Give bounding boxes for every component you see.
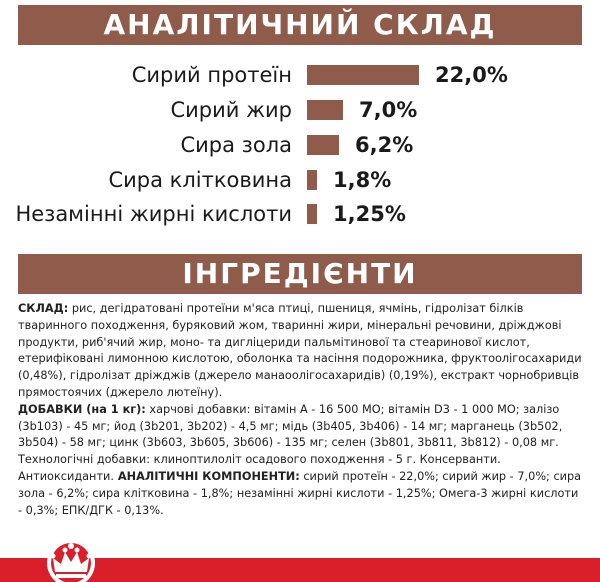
additives-text: харчові добавки: вітамін А - 16 500 МО; вітамін D3 - 1 000 МО; залізо (3b103) - 45 мг; йод (3b201, 3b202) - 4,5 мг; мідь (3b405, 3b406) - 14 мг; марганець (3b502, 3b504) - 58 мг; цинк (3b603, 3b605, 3b606) - 135 мг; селен (3b801, 3b811, 3b812) - 0,08 мг. Технологічні добавки: клиноптилоліт осадового походження - 5 г. Консерванти. Антиоксиданти. (18, 402, 563, 483)
analytical-components-label: АНАЛІТИЧНІ КОМПОНЕНТИ: (113, 469, 300, 483)
composition-label: СКЛАД: (18, 302, 69, 315)
analysis-value-ash: 6,2% (355, 133, 414, 157)
analysis-value-fat: 7,0% (359, 98, 418, 122)
analysis-label-efa: Незамінні жирні кислоти (15, 202, 292, 226)
analytical-components-text: сирий протеїн - 22,0%; сирий жир - 7,0%; сира зола - 6,2%; сира клітковина - 1,8%; незамінні жирні кислоти - 1,25%; Омега-3 жирні кислоти - 0,3%; ЕПК/ДГК - 0,13%. (18, 469, 582, 517)
analysis-value-fibre: 1,8% (333, 168, 392, 192)
analysis-bar-efa (307, 204, 317, 224)
analysis-label-protein: Сирий протеїн (131, 63, 292, 87)
analysis-bar-ash (307, 135, 339, 155)
analysis-bar-protein (307, 65, 419, 85)
analysis-value-efa: 1,25% (333, 202, 406, 226)
ingredients-text (18, 301, 584, 519)
analysis-bar-fat (307, 100, 343, 120)
analysis-bar-fibre (307, 170, 317, 190)
analysis-label-ash: Сира зола (180, 133, 292, 157)
ingredients-heading: ІНГРЕДІЄНТИ (18, 254, 582, 294)
composition-text: рис, дегідратовані протеїни м'яса птиці, пшениця, ячмінь, гідролізат білків тваринного походження, буряковий жом, тваринні жири, мінеральні речовини, дріжджові продукти, риб'ячий жир, моно- та дигліцериди пальмітинової та стеаринової кислот, етерифіковані лимонною кислотою, оболонка та насіння подорожника, фруктоолігосахариди (0,48%), гідролізат дріжджів (джерело манаоолігосахаридів) (0,19%), екстракт чорнобривців прямостоячих (джерело лютеїну). (18, 302, 582, 399)
crown-logo-icon (36, 534, 106, 582)
additives-label: ДОБАВКИ (на 1 кг): (18, 402, 146, 416)
analysis-heading: АНАЛІТИЧНИЙ СКЛАД (18, 5, 582, 45)
analysis-label-fat: Сирий жир (170, 98, 292, 122)
analysis-value-protein: 22,0% (435, 63, 508, 87)
analysis-label-fibre: Сира клітковина (108, 168, 292, 192)
